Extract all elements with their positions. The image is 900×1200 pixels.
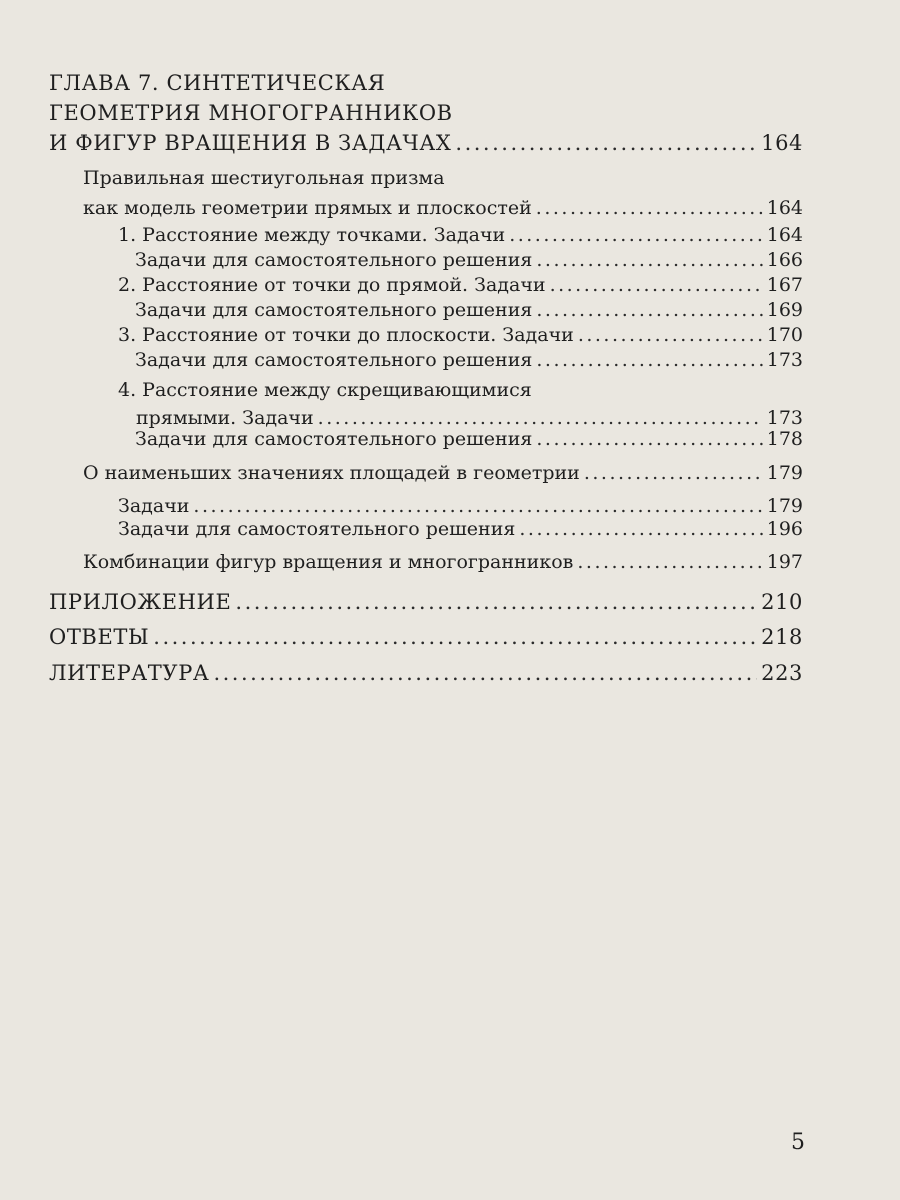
leader-dots [153, 622, 757, 652]
toc-page-number: 218 [761, 625, 803, 649]
toc-page-number: 166 [766, 249, 803, 271]
toc-entry-min-area-self[interactable] [118, 514, 803, 544]
toc-page-number: 164 [761, 131, 803, 155]
toc-entry-title: Задачи для самостоятельного решения [135, 349, 533, 371]
toc-page-number: 179 [766, 462, 803, 484]
toc-page-number: 170 [766, 324, 803, 346]
toc-page-number: 210 [761, 590, 803, 614]
toc-page-number: 164 [766, 224, 803, 246]
toc-entry-chapter-7[interactable] [49, 128, 803, 158]
toc-page-number: 173 [766, 407, 803, 429]
toc-entry-title: Задачи для самостоятельного решения [135, 299, 533, 321]
toc-entry-title: Задачи для самостоятельного решения [118, 518, 516, 540]
toc-entry-min-area[interactable] [83, 458, 803, 488]
leader-dots [235, 587, 757, 617]
toc-page-number: 197 [766, 551, 803, 573]
toc-entry-title: Комбинации фигур вращения и многогранников [83, 551, 574, 573]
toc-page-number: 178 [766, 428, 803, 450]
toc-page-number: 167 [766, 274, 803, 296]
toc-entry-title: 1. Расстояние между точками. Задачи [118, 224, 506, 246]
toc-page-number: 164 [766, 197, 803, 219]
toc-entry-title: И ФИГУР ВРАЩЕНИЯ В ЗАДАЧАХ [49, 131, 452, 155]
toc-page-number: 169 [766, 299, 803, 321]
toc-entry-title: ЛИТЕРАТУРА [49, 661, 210, 685]
toc-entry-section-4-self[interactable] [135, 424, 803, 454]
toc-entry-section-4-line-1: 4. Расстояние между скрещивающимися [118, 379, 532, 401]
toc-entry-prism[interactable] [83, 193, 803, 223]
chapter-title-line-1: ГЛАВА 7. СИНТЕТИЧЕСКАЯ [49, 71, 386, 95]
toc-entry-title: прямыми. Задачи [136, 407, 314, 429]
chapter-title-line-2: ГЕОМЕТРИЯ МНОГОГРАННИКОВ [49, 101, 453, 125]
toc-entry-literature[interactable] [49, 658, 803, 688]
leader-dots [519, 514, 762, 544]
toc-entry-title: О наименьших значениях площадей в геометрии [83, 462, 580, 484]
leader-dots [213, 658, 757, 688]
toc-entry-title: как модель геометрии прямых и плоскостей [83, 197, 532, 219]
page-number: 5 [791, 1130, 805, 1155]
toc-page-number: 179 [766, 495, 803, 517]
toc-page-number: 173 [766, 349, 803, 371]
leader-dots [536, 193, 763, 223]
toc-entry-answers[interactable] [49, 622, 803, 652]
toc-entry-appendix[interactable] [49, 587, 803, 617]
leader-dots [536, 345, 762, 375]
toc-entry-title: 3. Расстояние от точки до плоскости. Задачи [118, 324, 574, 346]
toc-entry-section-3-self[interactable] [135, 345, 803, 375]
toc-entry-title: ПРИЛОЖЕНИЕ [49, 590, 232, 614]
toc-entry-title: ОТВЕТЫ [49, 625, 150, 649]
toc-page-number: 223 [761, 661, 803, 685]
toc-entry-title: Задачи для самостоятельного решения [135, 428, 533, 450]
leader-dots [584, 458, 763, 488]
toc-page-number: 196 [766, 518, 803, 540]
toc-entry-title: Задачи для самостоятельного решения [135, 249, 533, 271]
toc-entry-title: Задачи [118, 495, 190, 517]
toc-entry-prism-line-1: Правильная шестиугольная призма [83, 167, 445, 189]
leader-dots [455, 128, 757, 158]
toc-entry-combinations[interactable] [83, 547, 803, 577]
leader-dots [577, 547, 762, 577]
toc-entry-title: 2. Расстояние от точки до прямой. Задачи [118, 274, 546, 296]
leader-dots [536, 424, 762, 454]
